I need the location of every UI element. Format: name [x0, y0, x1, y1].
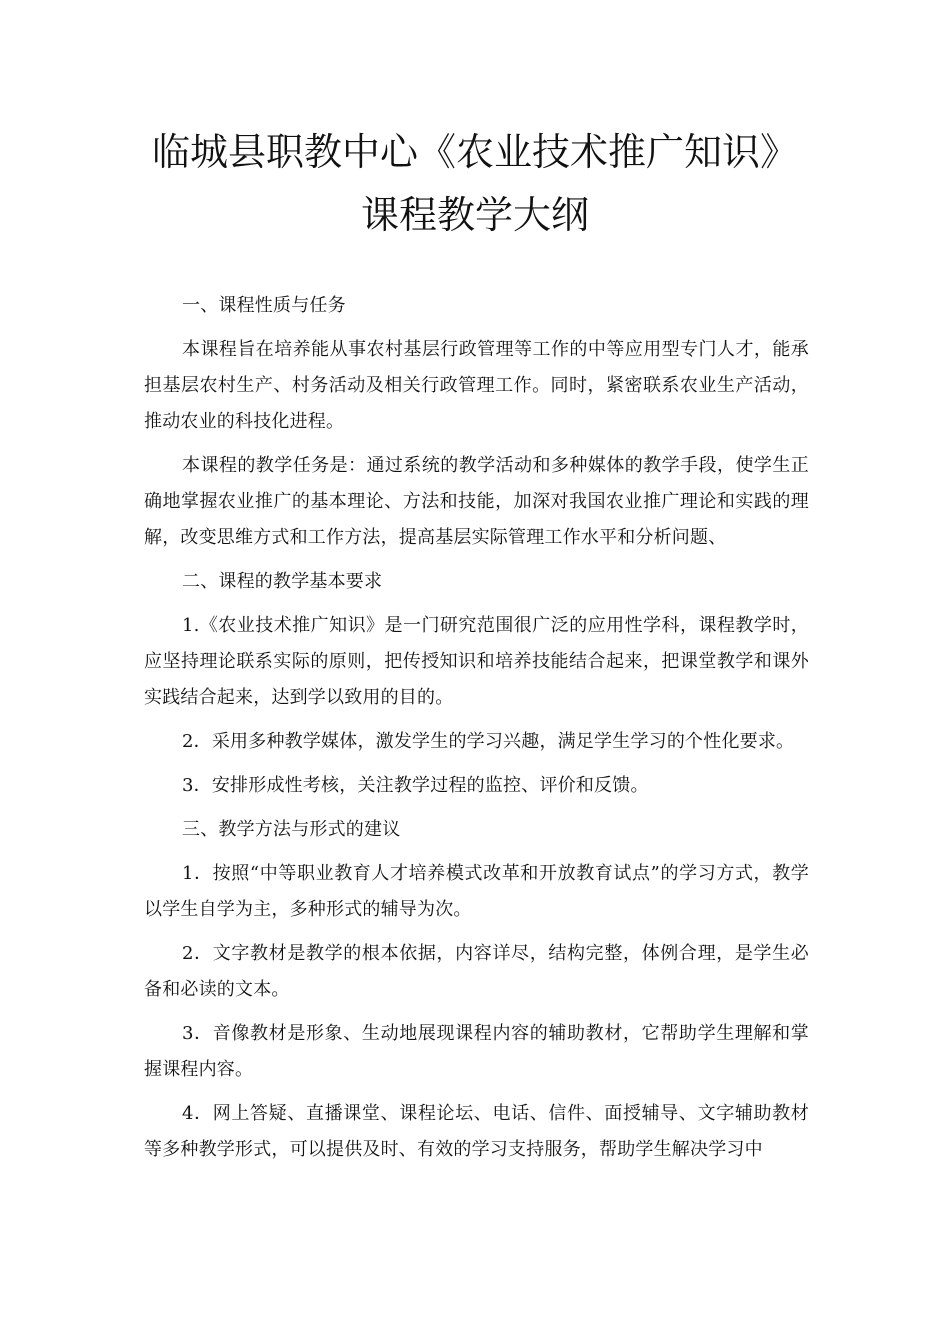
document-body [144, 288, 809, 1176]
section-heading-2: 二、课程的教学基本要求 [182, 571, 383, 592]
document-title-line-1: 临城县职教中心《农业技术推广知识》 [151, 130, 798, 174]
list-item: 3．音像教材是形象、生动地展现课程内容的辅助教材，它帮助学生理解和掌握课程内容。 [144, 1023, 809, 1080]
section-heading-1: 一、课程性质与任务 [182, 295, 346, 316]
paragraph: 本课程的教学任务是：通过系统的教学活动和多种媒体的教学手段，使学生正确地掌握农业推广的基本理论、方法和技能，加深对我国农业推广理论和实践的理解，改变思维方式和工作方法，提高基层实际管理工作水平和分析问题、 [144, 455, 809, 548]
list-item: 4．网上答疑、直播课堂、课程论坛、电话、信件、面授辅导、文字辅助教材等多种教学形式，可以提供及时、有效的学习支持服务，帮助学生解决学习中 [144, 1103, 809, 1160]
paragraph: 本课程旨在培养能从事农村基层行政管理等工作的中等应用型专门人才，能承担基层农村生产、村务活动及相关行政管理工作。同时，紧密联系农业生产活动，推动农业的科技化进程。 [144, 339, 809, 432]
list-item: 2．文字教材是教学的根本依据，内容详尽，结构完整，体例合理，是学生必备和必读的文本。 [144, 943, 809, 1000]
list-item: 1.《农业技术推广知识》是一门研究范围很广泛的应用性学科，课程教学时，应坚持理论联系实际的原则，把传授知识和培养技能结合起来，把课堂教学和课外实践结合起来，达到学以致用的目的。 [144, 615, 809, 708]
document-title-line-2: 课程教学大纲 [360, 193, 589, 237]
list-item: 2．采用多种教学媒体，激发学生的学习兴趣，满足学生学习的个性化要求。 [182, 731, 795, 752]
list-item: 1．按照“中等职业教育人才培养模式改革和开放教育试点”的学习方式，教学以学生自学为主，多种形式的辅导为次。 [144, 863, 809, 920]
section-heading-3: 三、教学方法与形式的建议 [182, 819, 401, 840]
list-item: 3．安排形成性考核，关注教学过程的监控、评价和反馈。 [182, 775, 649, 796]
